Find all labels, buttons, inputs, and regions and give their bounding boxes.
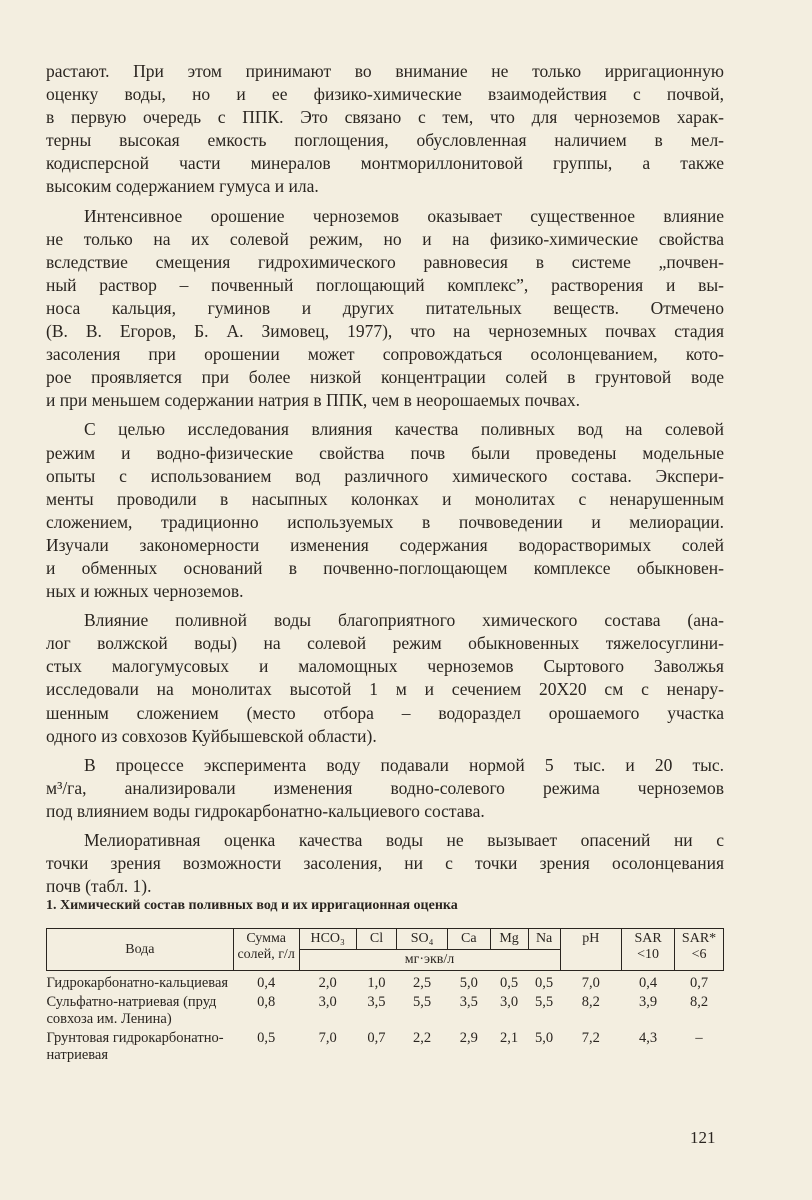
value-cell: 1,0 xyxy=(367,975,386,991)
col-header-na: Na xyxy=(528,929,560,950)
col-header-mg: Mg xyxy=(490,929,528,950)
value-cell: – xyxy=(695,1030,703,1046)
value-cell: 0,5 xyxy=(535,975,554,991)
value-cell: 7,0 xyxy=(318,1030,337,1046)
text-line: вследствие смещения гидрохимического равновесия в системе „почвен- xyxy=(46,251,724,272)
value-cell: 0,5 xyxy=(257,1030,276,1046)
table-row xyxy=(47,1029,724,1065)
paragraph xyxy=(46,829,724,898)
text-line: под влиянием воды гидрокарбонатно-кальциевого состава. xyxy=(46,800,485,821)
value-cell: 0,4 xyxy=(639,975,658,991)
col-header-sar: SAR <10 xyxy=(622,929,675,971)
col-header-sar-star: SAR* <6 xyxy=(675,929,724,971)
value-cell: 0,7 xyxy=(367,1030,386,1046)
text-line: Влияние поливной воды благоприятного химического состава (ана- xyxy=(84,610,724,631)
paragraph xyxy=(46,60,724,199)
text-line: менты проводили в насыпных колонках и монолитах с ненарушенным xyxy=(46,488,724,509)
water-name-cell: Грунтовая гидрокарбонатно-натриевая xyxy=(46,1030,224,1063)
paragraph xyxy=(46,754,724,823)
text-line: ных и южных черноземов. xyxy=(46,581,244,602)
col-header-sum-salts: Сумма солей, г/л xyxy=(233,929,299,971)
table-body xyxy=(47,971,724,1066)
value-cell: 0,4 xyxy=(257,975,276,991)
text-line: рое проявляется при более низкой концентрации солей в грунтовой воде xyxy=(46,367,724,388)
text-line: высоким содержанием гумуса и ила. xyxy=(46,176,319,197)
units-header: мг·экв/л xyxy=(299,950,560,971)
value-cell: 2,5 xyxy=(413,975,432,991)
text-line: м³/га, анализировали изменения водно-солевого режима черноземов xyxy=(46,777,724,798)
text-line: в первую очередь с ППК. Это связано с тем, что для черноземов харак- xyxy=(46,107,724,128)
value-cell: 2,1 xyxy=(500,1030,519,1046)
text-line: одного из совхозов Куйбышевской области). xyxy=(46,725,377,746)
col-header-water: Вода xyxy=(47,929,234,971)
text-line: почв (табл. 1). xyxy=(46,876,152,897)
col-header-ca: Ca xyxy=(448,929,490,950)
value-cell: 3,9 xyxy=(639,994,658,1010)
value-cell: 5,5 xyxy=(535,994,554,1010)
text-line: ный раствор – почвенный поглощающий комплекс”, растворения и вы- xyxy=(46,274,724,295)
value-cell: 0,8 xyxy=(257,994,276,1010)
page-number: 121 xyxy=(690,1128,716,1147)
paragraph xyxy=(46,609,724,748)
table-row xyxy=(47,971,724,994)
water-name-cell: Гидрокарбонатно-кальциевая xyxy=(46,975,229,991)
text-line: Интенсивное орошение черноземов оказывает существенное влияние xyxy=(84,205,724,226)
value-cell: 5,0 xyxy=(535,1030,554,1046)
water-composition-table xyxy=(46,928,724,1065)
text-line: В процессе эксперимента воду подавали нормой 5 тыс. и 20 тыс. xyxy=(84,754,724,775)
value-cell: 7,0 xyxy=(581,975,600,991)
text-line: стых малогумусовых и маломощных черноземов Сыртового Заволжья xyxy=(46,656,724,677)
table-row xyxy=(47,993,724,1029)
value-cell: 7,2 xyxy=(581,1030,600,1046)
paragraph xyxy=(46,418,724,603)
value-cell: 4,3 xyxy=(639,1030,658,1046)
text-line: растают. При этом принимают во внимание не только ирригационную xyxy=(46,61,724,81)
text-line: и обменных оснований в почвенно-поглощающем комплексе обыкновен- xyxy=(46,557,724,578)
text-line: точки зрения возможности засоления, ни с точки зрения осолонцевания xyxy=(46,853,724,874)
value-cell: 8,2 xyxy=(581,994,600,1010)
text-line: не только на их солевой режим, но и на физико-химические свойства xyxy=(46,228,724,249)
paragraph xyxy=(46,205,724,413)
text-line: шенным сложением (место отбора – водораздел орошаемого участка xyxy=(46,702,724,723)
text-line: и при меньшем содержании натрия в ППК, чем в неорошаемых почвах. xyxy=(46,390,581,411)
text-line: сложением, традиционно используемых в почвоведении и мелиорации. xyxy=(46,511,724,532)
value-cell: 3,5 xyxy=(459,994,478,1010)
value-cell: 0,7 xyxy=(689,975,709,991)
body-text xyxy=(46,60,724,904)
text-line: терны высокая емкость поглощения, обусловленная наличием в мел- xyxy=(46,130,724,151)
value-cell: 2,0 xyxy=(318,975,337,991)
text-line: носа кальция, гуминов и других питательных веществ. Отмечено xyxy=(46,297,724,318)
value-cell: 2,2 xyxy=(413,1030,432,1046)
text-line: исследовали на монолитах высотой 1 м и сечением 20Х20 см с ненару- xyxy=(46,679,724,700)
value-cell: 3,0 xyxy=(500,994,519,1010)
value-cell: 5,5 xyxy=(413,994,432,1010)
col-header-ph: pH xyxy=(560,929,622,971)
text-line: Мелиоративная оценка качества воды не вызывает опасений ни с xyxy=(84,830,724,850)
value-cell: 5,0 xyxy=(459,975,478,991)
value-cell: 2,9 xyxy=(459,1030,478,1046)
col-header-so4: SO₄ xyxy=(397,929,448,950)
value-cell: 3,5 xyxy=(367,994,386,1010)
text-line: засоления при орошении может сопровождаться осолонцеванием, кото- xyxy=(46,344,724,365)
text-line: С целью исследования влияния качества поливных вод на солевой xyxy=(84,419,724,440)
col-header-hco3: HCO₃ xyxy=(299,929,356,950)
text-line: оценку воды, но и ее физико-химические взаимодействия с почвой, xyxy=(46,84,724,105)
value-cell: 8,2 xyxy=(689,994,709,1010)
text-line: Изучали закономерности изменения содержания водорастворимых солей xyxy=(46,534,724,555)
water-name-cell: Сульфатно-натриевая (пруд совхоза им. Ленина) xyxy=(46,994,217,1027)
text-line: режим и водно-физические свойства почв были проведены модельные xyxy=(46,442,724,463)
value-cell: 3,0 xyxy=(318,994,337,1010)
text-line: кодисперсной части минералов монтмориллонитовой группы, а также xyxy=(46,153,724,174)
text-line: лог волжской воды) на солевой режим обыкновенных тяжелосуглини- xyxy=(46,633,724,654)
table-header-row xyxy=(47,929,724,950)
col-header-cl: Cl xyxy=(356,929,396,950)
text-line: опыты с использованием вод различного химического состава. Экспери- xyxy=(46,465,724,486)
text-line: (В. В. Егоров, Б. А. Зимовец, 1977), что на черноземных почвах стадия xyxy=(46,321,724,342)
table-caption: 1. Химический состав поливных вод и их ирригационная оценка xyxy=(46,898,458,913)
value-cell: 0,5 xyxy=(500,975,519,991)
